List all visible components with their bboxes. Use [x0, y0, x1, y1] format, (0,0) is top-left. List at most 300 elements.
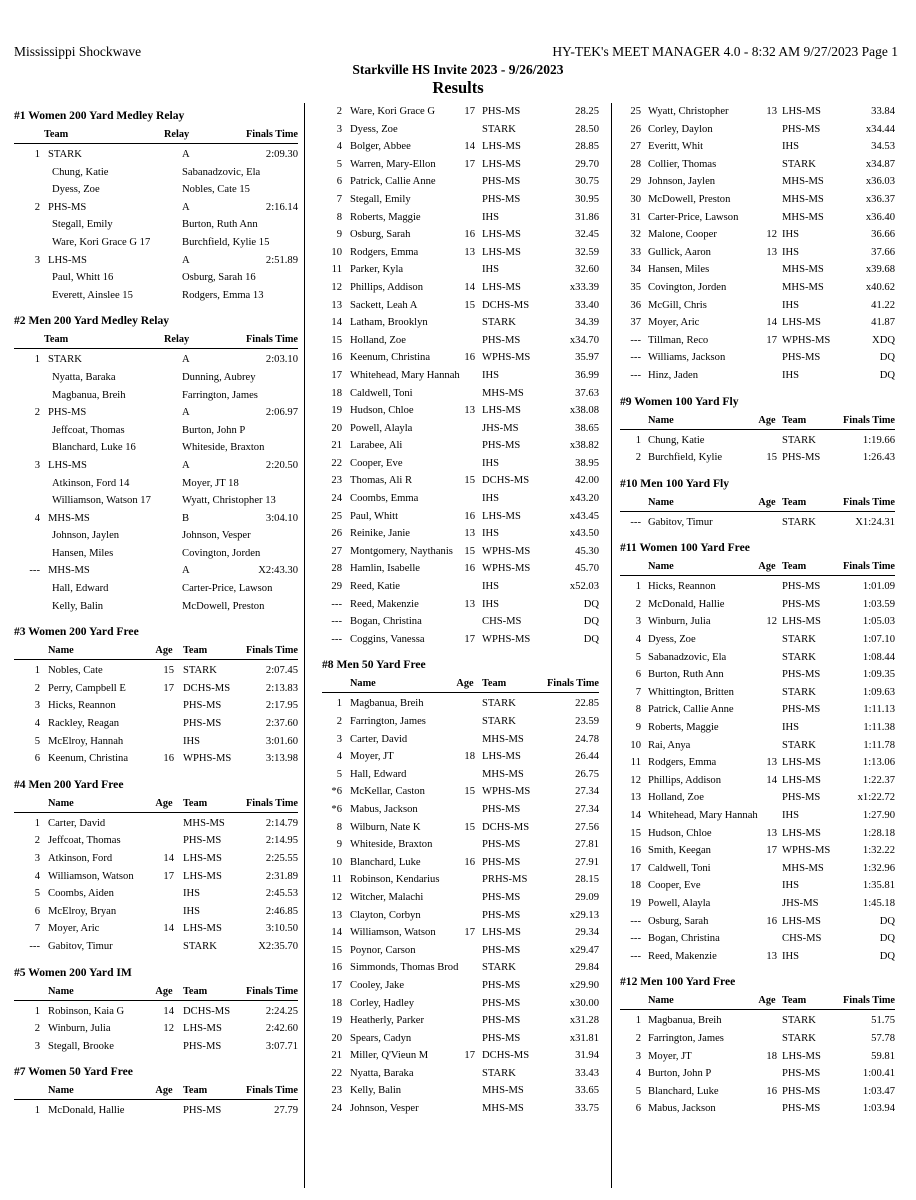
place: 18 [331, 997, 342, 1009]
result-row [322, 420, 599, 438]
place: 27 [331, 545, 342, 557]
team: IHS [482, 528, 500, 540]
finals-time: x40.62 [865, 281, 895, 293]
age: 14 [766, 317, 777, 329]
result-row [322, 871, 599, 889]
finals-time: 29.70 [575, 158, 599, 170]
swimmer-name: Covington, Jorden [648, 281, 727, 293]
swimmer-name: Holland, Zoe [648, 792, 704, 804]
finals-time: 1:11.13 [863, 704, 895, 716]
finals-time: DQ [583, 598, 599, 610]
finals-time: x43.50 [569, 528, 599, 540]
finals-time: 1:05.03 [862, 616, 895, 628]
result-row [620, 244, 895, 262]
place: 13 [630, 792, 641, 804]
relay-letter: A [182, 459, 190, 471]
column-header-row [620, 993, 895, 1010]
swimmer-name: McKellar, Caston [350, 786, 425, 798]
swimmer-name: Cooper, Eve [648, 880, 701, 892]
finals-time: 2:14.79 [265, 817, 298, 829]
place: 12 [630, 774, 641, 786]
finals-time: 29.34 [575, 927, 599, 939]
header-age: Age [155, 985, 173, 997]
finals-time: 33.40 [575, 299, 599, 311]
swimmer-name: McElroy, Hannah [48, 735, 124, 747]
header-team: Team [183, 985, 208, 997]
result-row [322, 349, 599, 367]
result-row [322, 924, 599, 942]
swimmer-name: Everitt, Whit [648, 141, 704, 153]
swimmer-name: Malone, Cooper [648, 229, 717, 241]
finals-time: 1:01.09 [862, 581, 895, 593]
result-row [14, 868, 298, 886]
result-row [620, 948, 895, 966]
finals-time: x39.68 [865, 264, 895, 276]
swimmer-name: Caldwell, Toni [648, 862, 711, 874]
team: PHS-MS [482, 176, 521, 188]
swimmer-name: Ware, Kori Grace G [350, 106, 436, 117]
age: 17 [464, 927, 475, 939]
place: 5 [34, 735, 40, 747]
place: 2 [336, 716, 342, 727]
place: 10 [331, 246, 342, 258]
result-row [322, 455, 599, 473]
finals-time: 2:42.60 [265, 1023, 298, 1035]
swimmer-name: Powell, Alayla [648, 897, 711, 909]
age: 13 [766, 246, 777, 258]
place: 20 [331, 1032, 342, 1044]
team: PHS-MS [782, 123, 821, 135]
place: --- [630, 369, 641, 381]
place: 1 [635, 1015, 641, 1027]
header-age: Age [456, 678, 474, 690]
age: 16 [163, 753, 174, 765]
team: PHS-MS [782, 452, 821, 464]
swimmer-name: Coombs, Aiden [48, 888, 114, 900]
age: 14 [163, 853, 174, 864]
team: PHS-MS [782, 581, 821, 593]
result-row [14, 680, 298, 698]
team: STARK [782, 434, 816, 446]
event-title: #9 Women 100 Yard Fly [620, 394, 739, 408]
swimmer-name: Whiteside, Braxton [350, 839, 433, 851]
place: 5 [635, 1085, 641, 1097]
team: IHS [782, 810, 800, 821]
team: PHS-MS [482, 839, 521, 851]
result-row [14, 697, 298, 715]
swimmer-name: Perry, Campbell E [48, 682, 126, 694]
relay-letter: A [182, 407, 190, 419]
finals-time: 24.78 [575, 733, 599, 745]
column-header-row [14, 984, 298, 1001]
place: 3 [635, 616, 641, 628]
finals-time: 36.99 [575, 369, 599, 381]
event-title: #11 Women 100 Yard Free [620, 541, 750, 555]
finals-time: 2:14.95 [265, 835, 298, 847]
header-finals-time: Finals Time [843, 496, 895, 508]
result-row [620, 449, 895, 467]
swimmer-name: Reed, Katie [350, 581, 401, 593]
result-row [620, 895, 895, 913]
age: 16 [766, 1085, 777, 1097]
finals-time: 28.85 [575, 141, 599, 153]
team: STARK [183, 665, 217, 677]
result-row [620, 807, 895, 825]
finals-time: 2:09.30 [265, 149, 298, 160]
relay-swimmer: Dunning, Aubrey [182, 371, 256, 383]
result-row [322, 508, 599, 526]
finals-time: 26.44 [575, 751, 599, 763]
place: 22 [331, 457, 342, 469]
team: STARK [183, 940, 217, 952]
relay-result-row [14, 146, 298, 164]
finals-time: 31.94 [575, 1050, 599, 1062]
team: LHS-MS [482, 158, 521, 170]
finals-time: 3:07.71 [265, 1040, 298, 1052]
finals-time: 1:26.43 [862, 452, 895, 464]
finals-time: 33.84 [871, 106, 895, 117]
finals-time: x31.81 [569, 1032, 599, 1044]
relay-swimmer: Williamson, Watson 17 [52, 495, 151, 507]
result-row [322, 907, 599, 925]
result-row [322, 156, 599, 174]
team: PHS-MS [782, 792, 821, 804]
result-row [322, 385, 599, 403]
swimmer-name: Hicks, Reannon [48, 700, 116, 712]
header-team: Team [183, 645, 208, 657]
finals-time: 1:03.47 [862, 1085, 895, 1097]
team: WPHS-MS [782, 845, 831, 857]
header-name: Name [648, 561, 674, 573]
age: 13 [464, 528, 475, 540]
swimmer-name: Kelly, Balin [350, 1085, 402, 1097]
result-row [322, 490, 599, 508]
place: 19 [331, 1015, 342, 1027]
header-age: Age [155, 1085, 173, 1097]
relay-swimmer: Ware, Kori Grace G 17 [52, 236, 151, 248]
result-row [322, 209, 599, 227]
place: 3 [34, 459, 40, 471]
team: LHS-MS [782, 616, 821, 628]
header-finals-time: Finals Time [843, 414, 895, 426]
result-row [620, 684, 895, 702]
result-row [322, 138, 599, 156]
finals-time: 1:32.22 [862, 845, 895, 857]
team: MHS-MS [782, 862, 824, 874]
team: WPHS-MS [183, 753, 232, 765]
result-row [322, 1065, 599, 1083]
column-header-row [14, 127, 298, 144]
result-row [620, 261, 895, 279]
result-row [620, 772, 895, 790]
place: 1 [635, 581, 641, 593]
column-header-row [14, 643, 298, 660]
relay-swimmers-row [14, 269, 298, 287]
swimmer-name: Moyer, Aric [48, 923, 100, 935]
finals-time: 27.81 [575, 839, 599, 851]
swimmer-name: Caldwell, Toni [350, 387, 413, 399]
team: STARK [782, 158, 816, 170]
result-row [322, 631, 599, 649]
swimmer-name: Blanchard, Luke [350, 856, 421, 868]
team: STARK [482, 123, 516, 135]
result-row [322, 314, 599, 332]
team: DCHS-MS [183, 682, 231, 694]
result-row [620, 666, 895, 684]
result-row [322, 766, 599, 784]
relay-swimmer: Whiteside, Braxton [182, 442, 265, 454]
age: 12 [163, 1023, 174, 1035]
swimmer-name: Reed, Makenzie [648, 950, 717, 962]
relay-swimmer: Farrington, James [182, 389, 258, 401]
team: IHS [782, 722, 800, 734]
result-row [620, 789, 895, 807]
result-row [322, 977, 599, 995]
result-row [620, 156, 895, 174]
column-header-row [14, 1083, 298, 1100]
relay-swimmer: Nyatta, Baraka [52, 371, 116, 383]
finals-time: 1:07.10 [862, 634, 895, 646]
event-title: #2 Men 200 Yard Medley Relay [14, 314, 170, 328]
team: PHS-MS [482, 1015, 521, 1027]
team: IHS [482, 264, 500, 276]
header-finals-time: Finals Time [246, 129, 298, 140]
result-row [620, 1065, 895, 1083]
software-info: HY-TEK's MEET MANAGER 4.0 - 8:32 AM 9/27/2023 Page 1 [552, 44, 898, 59]
place: 1 [34, 665, 40, 677]
swimmer-name: Nobles, Cate [48, 665, 103, 677]
relay-swimmer: Wyatt, Christopher 13 [182, 495, 276, 507]
header-relay: Relay [164, 129, 190, 140]
finals-time: x34.87 [865, 158, 895, 170]
team: WPHS-MS [482, 545, 531, 557]
result-row [322, 613, 599, 631]
place: 7 [34, 923, 40, 935]
swimmer-name: Reed, Makenzie [350, 598, 419, 610]
relay-swimmers-row [14, 216, 298, 234]
finals-time: 2:45.53 [265, 888, 298, 900]
relay-swimmers-row [14, 492, 298, 510]
age: 17 [464, 158, 475, 170]
swimmer-name: Parker, Kyla [350, 264, 404, 276]
team: IHS [782, 229, 800, 241]
result-row [620, 367, 895, 385]
relay-swimmer: Carter-Price, Lawson [182, 583, 273, 595]
team: WPHS-MS [782, 334, 831, 346]
header-team: Team [782, 995, 807, 1007]
result-row [322, 819, 599, 837]
swimmer-name: Patrick, Callie Anne [350, 176, 436, 188]
result-row [620, 1030, 895, 1048]
result-row [322, 226, 599, 244]
column-header-row [14, 796, 298, 813]
result-row [322, 121, 599, 139]
age: 17 [766, 845, 777, 857]
swimmer-name: Coombs, Emma [350, 493, 419, 505]
place: 28 [331, 563, 342, 575]
event-title: #3 Women 200 Yard Free [14, 625, 139, 639]
result-row [14, 1102, 298, 1120]
header-team: Team [183, 797, 208, 809]
relay-swimmer: Covington, Jorden [182, 547, 261, 559]
finals-time: 1:28.18 [862, 827, 895, 839]
place: --- [331, 633, 342, 645]
finals-time: 1:11.78 [863, 739, 895, 751]
result-row [620, 860, 895, 878]
result-row [322, 191, 599, 209]
team: STARK [782, 516, 816, 528]
header-age: Age [758, 995, 776, 1007]
team: MHS-MS [48, 565, 90, 577]
team: LHS-MS [482, 405, 521, 417]
relay-letter: A [182, 254, 190, 266]
place: 2 [34, 201, 40, 213]
team: PHS-MS [482, 979, 521, 991]
result-row [620, 578, 895, 596]
team: IHS [482, 598, 500, 610]
team: PHS-MS [183, 835, 222, 847]
team: MHS-MS [183, 817, 225, 829]
team: STARK [482, 716, 516, 727]
swimmer-name: Poynor, Carson [350, 944, 416, 956]
event-heading [620, 391, 895, 413]
header-name: Name [48, 1085, 74, 1097]
result-row [322, 889, 599, 907]
place: 5 [34, 888, 40, 900]
finals-time: 38.65 [575, 422, 599, 434]
team: PHS-MS [782, 352, 821, 364]
place: 1 [34, 149, 40, 160]
result-row [620, 825, 895, 843]
finals-time: DQ [583, 616, 599, 628]
swimmer-name: Rackley, Reagan [48, 718, 120, 730]
team: LHS-MS [482, 246, 521, 258]
place: 19 [331, 405, 342, 417]
team: LHS-MS [482, 281, 521, 293]
header-name: Name [648, 496, 674, 508]
event-title: #8 Men 50 Yard Free [322, 658, 426, 672]
result-row [322, 942, 599, 960]
result-row [620, 1048, 895, 1066]
place: 4 [336, 751, 342, 763]
relay-swimmer: Dyess, Zoe [52, 184, 100, 196]
age: 17 [163, 870, 174, 882]
team: IHS [183, 735, 201, 747]
finals-time: 32.45 [575, 229, 599, 241]
relay-swimmer: McDowell, Preston [182, 600, 265, 612]
result-row [620, 649, 895, 667]
team: STARK [782, 686, 816, 698]
swimmer-name: Stegall, Brooke [48, 1040, 114, 1052]
swimmer-name: McDowell, Preston [648, 193, 731, 205]
result-row [14, 1020, 298, 1038]
team: STARK [482, 317, 516, 329]
result-row [322, 1082, 599, 1100]
place: 1 [34, 1005, 40, 1017]
swimmer-name: Magbanua, Breih [350, 698, 424, 710]
finals-time: 2:31.89 [265, 870, 298, 882]
place: 37 [630, 317, 641, 329]
finals-time: 45.70 [575, 563, 599, 575]
header-finals-time: Finals Time [843, 561, 895, 573]
finals-time: 1:27.90 [862, 810, 895, 821]
result-row [322, 1030, 599, 1048]
finals-time: 36.66 [871, 229, 895, 241]
swimmer-name: Hudson, Chloe [648, 827, 712, 839]
swimmer-name: Moyer, Aric [648, 317, 700, 329]
finals-time: x43.20 [569, 493, 599, 505]
place: 6 [635, 669, 641, 681]
place: 21 [331, 1050, 342, 1062]
team: MHS-MS [482, 1103, 524, 1115]
relay-result-row [14, 562, 298, 580]
header-finals-time: Finals Time [246, 985, 298, 997]
place: 13 [331, 299, 342, 311]
place: 9 [336, 839, 342, 851]
team: MHS-MS [482, 387, 524, 399]
place: 2 [635, 452, 641, 464]
place: 2 [336, 106, 342, 117]
place: 28 [630, 158, 641, 170]
relay-swimmers-row [14, 181, 298, 199]
team: LHS-MS [782, 827, 821, 839]
result-row [322, 437, 599, 455]
swimmer-name: Simmonds, Thomas Brod [350, 962, 459, 974]
swimmer-name: Blanchard, Luke [648, 1085, 719, 1097]
finals-time: 41.22 [871, 299, 895, 311]
result-row [322, 596, 599, 614]
result-row [14, 903, 298, 921]
finals-time: 29.09 [575, 891, 599, 903]
finals-time: 35.97 [575, 352, 599, 364]
result-row [620, 332, 895, 350]
result-row [322, 244, 599, 262]
finals-time: 1:03.94 [862, 1103, 895, 1115]
relay-result-row [14, 199, 298, 217]
place: 24 [331, 493, 342, 505]
finals-time: 2:13.83 [265, 682, 298, 694]
team: PHS-MS [782, 669, 821, 681]
place: 3 [34, 254, 40, 266]
place: 2 [34, 682, 40, 694]
age: 15 [766, 452, 777, 464]
place: 5 [336, 768, 342, 780]
swimmer-name: Whittington, Britten [648, 686, 734, 698]
place: --- [630, 933, 641, 945]
relay-swimmer: Jeffcoat, Thomas [52, 424, 125, 436]
swimmer-name: Corley, Hadley [350, 997, 415, 1009]
age: 16 [464, 229, 475, 241]
event-heading [14, 310, 298, 332]
place: *6 [331, 803, 342, 815]
place: 3 [336, 123, 342, 135]
result-row [322, 367, 599, 385]
finals-time: x36.40 [865, 211, 895, 223]
swimmer-name: Gullick, Aaron [648, 246, 711, 258]
place: 1 [336, 698, 342, 710]
finals-time: 59.81 [871, 1050, 895, 1062]
place: 23 [331, 1085, 342, 1097]
result-row [620, 1100, 895, 1118]
age: 12 [766, 229, 777, 241]
team: PHS-MS [782, 704, 821, 716]
swimmer-name: Osburg, Sarah [648, 915, 709, 927]
result-row [620, 138, 895, 156]
age: 13 [766, 950, 777, 962]
place: 6 [34, 905, 40, 917]
team: LHS-MS [482, 229, 521, 241]
result-row [620, 596, 895, 614]
